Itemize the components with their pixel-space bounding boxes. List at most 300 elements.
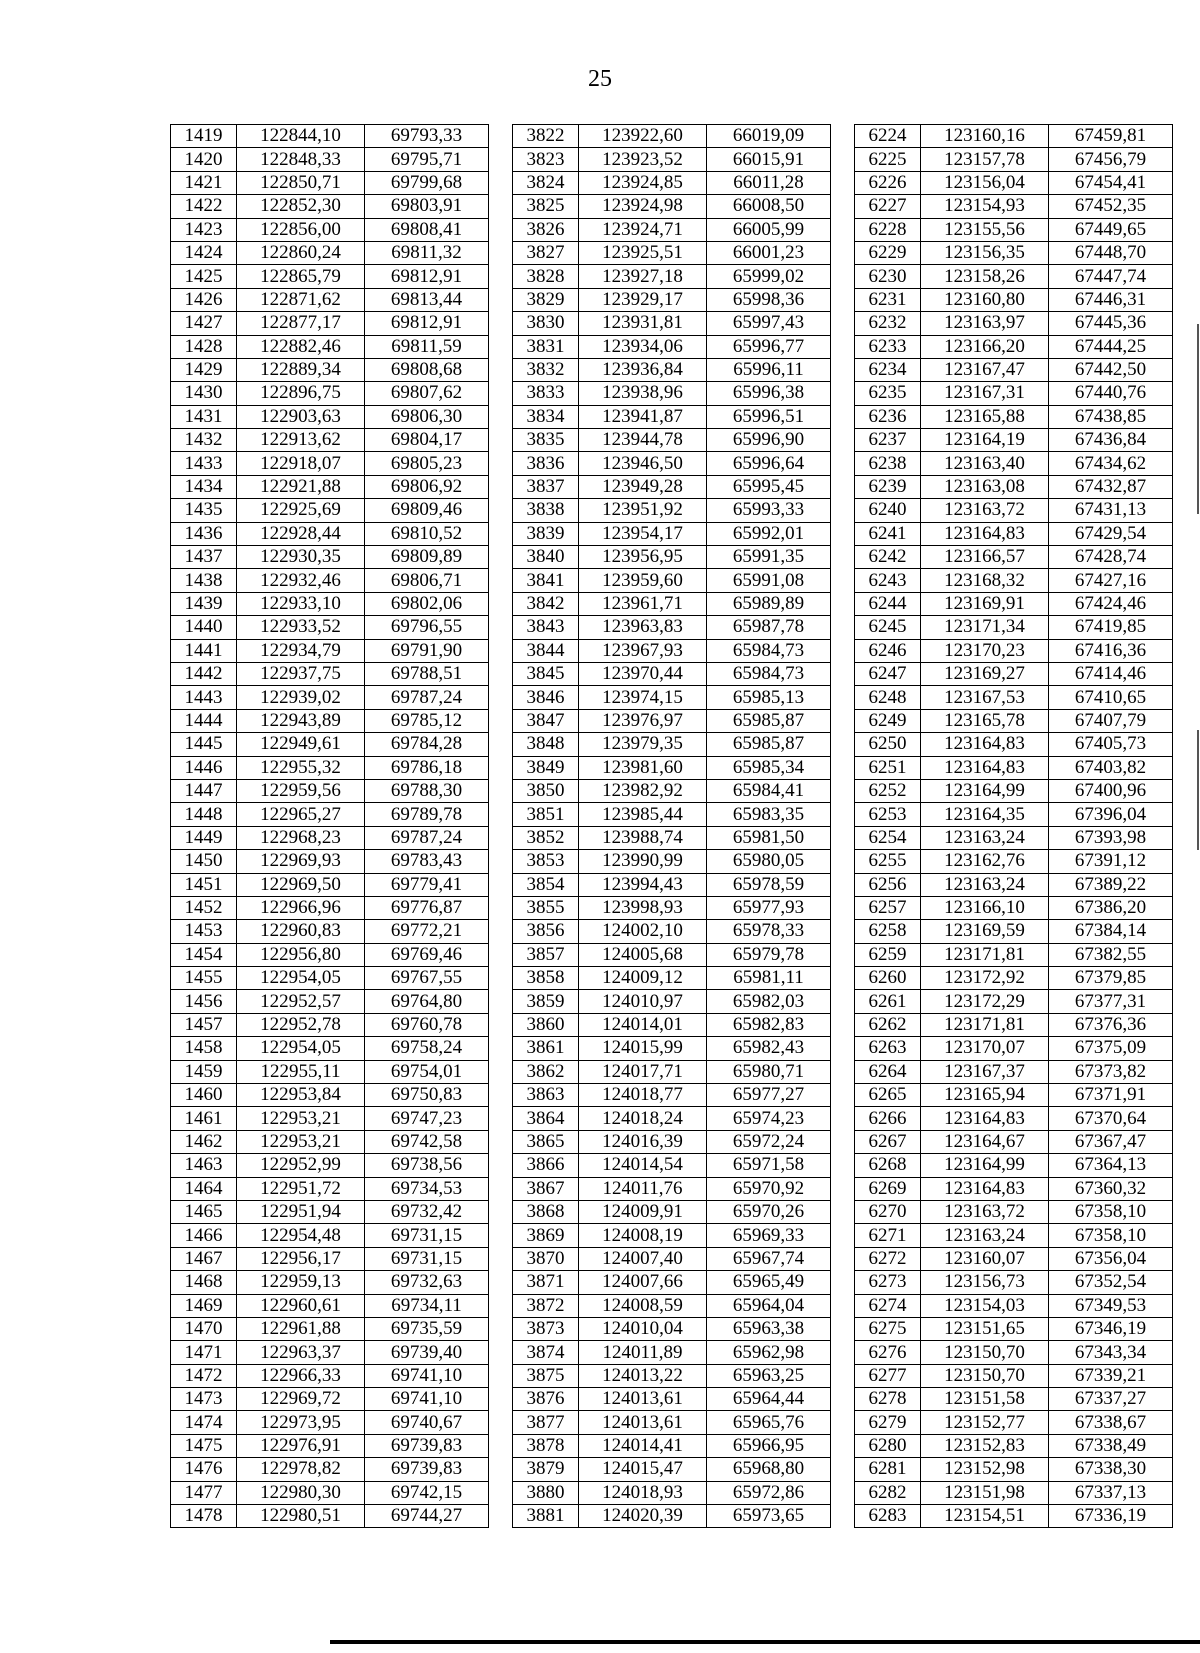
column-gap <box>489 1388 513 1411</box>
y-coordinate-cell: 67343,34 <box>1049 1341 1173 1364</box>
y-coordinate-cell: 65977,93 <box>707 896 831 919</box>
x-coordinate-cell: 122965,27 <box>237 803 365 826</box>
x-coordinate-cell: 123924,85 <box>579 171 707 194</box>
point-number-cell: 1457 <box>171 1013 237 1036</box>
y-coordinate-cell: 69739,83 <box>365 1458 489 1481</box>
x-coordinate-cell: 122955,11 <box>237 1060 365 1083</box>
y-coordinate-cell: 65998,36 <box>707 288 831 311</box>
y-coordinate-cell: 67432,87 <box>1049 475 1173 498</box>
y-coordinate-cell: 69744,27 <box>365 1505 489 1528</box>
point-number-cell: 6259 <box>855 943 921 966</box>
y-coordinate-cell: 65992,01 <box>707 522 831 545</box>
point-number-cell: 6263 <box>855 1037 921 1060</box>
point-number-cell: 6283 <box>855 1505 921 1528</box>
x-coordinate-cell: 124014,41 <box>579 1434 707 1457</box>
x-coordinate-cell: 123163,24 <box>921 1224 1049 1247</box>
x-coordinate-cell: 123981,60 <box>579 756 707 779</box>
point-number-cell: 3854 <box>513 873 579 896</box>
column-gap <box>489 1505 513 1528</box>
table-row <box>171 1130 1173 1153</box>
point-number-cell: 6282 <box>855 1481 921 1504</box>
column-gap <box>489 733 513 756</box>
column-gap <box>489 335 513 358</box>
x-coordinate-cell: 123169,91 <box>921 592 1049 615</box>
table-row <box>171 452 1173 475</box>
table-row <box>171 1411 1173 1434</box>
y-coordinate-cell: 67459,81 <box>1049 125 1173 148</box>
point-number-cell: 3879 <box>513 1458 579 1481</box>
column-gap <box>831 125 855 148</box>
column-gap <box>489 195 513 218</box>
y-coordinate-cell: 65981,50 <box>707 826 831 849</box>
column-gap <box>831 499 855 522</box>
y-coordinate-cell: 67454,41 <box>1049 171 1173 194</box>
column-gap <box>489 1271 513 1294</box>
y-coordinate-cell: 67424,46 <box>1049 592 1173 615</box>
point-number-cell: 3846 <box>513 686 579 709</box>
point-number-cell: 1432 <box>171 429 237 452</box>
column-gap <box>831 686 855 709</box>
column-gap <box>489 990 513 1013</box>
x-coordinate-cell: 122852,30 <box>237 195 365 218</box>
x-coordinate-cell: 123160,16 <box>921 125 1049 148</box>
point-number-cell: 1458 <box>171 1037 237 1060</box>
y-coordinate-cell: 67436,84 <box>1049 429 1173 452</box>
table-row <box>171 616 1173 639</box>
point-number-cell: 1468 <box>171 1271 237 1294</box>
x-coordinate-cell: 122913,62 <box>237 429 365 452</box>
point-number-cell: 6267 <box>855 1130 921 1153</box>
x-coordinate-cell: 123164,83 <box>921 1177 1049 1200</box>
y-coordinate-cell: 69813,44 <box>365 288 489 311</box>
point-number-cell: 1463 <box>171 1154 237 1177</box>
point-number-cell: 1444 <box>171 709 237 732</box>
y-coordinate-cell: 69796,55 <box>365 616 489 639</box>
x-coordinate-cell: 123150,70 <box>921 1341 1049 1364</box>
point-number-cell: 1448 <box>171 803 237 826</box>
column-gap <box>489 639 513 662</box>
table-row <box>171 1458 1173 1481</box>
x-coordinate-cell: 123155,56 <box>921 218 1049 241</box>
y-coordinate-cell: 66011,28 <box>707 171 831 194</box>
point-number-cell: 6230 <box>855 265 921 288</box>
x-coordinate-cell: 123165,88 <box>921 405 1049 428</box>
x-coordinate-cell: 124015,47 <box>579 1458 707 1481</box>
column-gap <box>831 1481 855 1504</box>
x-coordinate-cell: 122850,71 <box>237 171 365 194</box>
column-gap <box>831 1505 855 1528</box>
point-number-cell: 1427 <box>171 312 237 335</box>
x-coordinate-cell: 123967,93 <box>579 639 707 662</box>
point-number-cell: 1446 <box>171 756 237 779</box>
table-row <box>171 662 1173 685</box>
column-gap <box>831 1084 855 1107</box>
point-number-cell: 6227 <box>855 195 921 218</box>
y-coordinate-cell: 65991,08 <box>707 569 831 592</box>
column-gap <box>489 288 513 311</box>
point-number-cell: 6260 <box>855 967 921 990</box>
point-number-cell: 3831 <box>513 335 579 358</box>
column-gap <box>831 967 855 990</box>
x-coordinate-cell: 122976,91 <box>237 1434 365 1457</box>
point-number-cell: 3862 <box>513 1060 579 1083</box>
column-gap <box>831 1107 855 1130</box>
point-number-cell: 6232 <box>855 312 921 335</box>
point-number-cell: 1459 <box>171 1060 237 1083</box>
x-coordinate-cell: 122896,75 <box>237 382 365 405</box>
point-number-cell: 3834 <box>513 405 579 428</box>
point-number-cell: 6229 <box>855 241 921 264</box>
point-number-cell: 3853 <box>513 850 579 873</box>
column-gap <box>489 312 513 335</box>
x-coordinate-cell: 123152,83 <box>921 1434 1049 1457</box>
y-coordinate-cell: 67356,04 <box>1049 1247 1173 1270</box>
x-coordinate-cell: 123994,43 <box>579 873 707 896</box>
x-coordinate-cell: 123156,04 <box>921 171 1049 194</box>
column-gap <box>831 382 855 405</box>
x-coordinate-cell: 123169,27 <box>921 662 1049 685</box>
point-number-cell: 6246 <box>855 639 921 662</box>
point-number-cell: 1434 <box>171 475 237 498</box>
point-number-cell: 3877 <box>513 1411 579 1434</box>
table-row <box>171 405 1173 428</box>
y-coordinate-cell: 69741,10 <box>365 1388 489 1411</box>
x-coordinate-cell: 123976,97 <box>579 709 707 732</box>
x-coordinate-cell: 123982,92 <box>579 779 707 802</box>
point-number-cell: 1476 <box>171 1458 237 1481</box>
column-gap <box>831 429 855 452</box>
point-number-cell: 1440 <box>171 616 237 639</box>
point-number-cell: 6276 <box>855 1341 921 1364</box>
point-number-cell: 3830 <box>513 312 579 335</box>
column-gap <box>831 592 855 615</box>
y-coordinate-cell: 67379,85 <box>1049 967 1173 990</box>
x-coordinate-cell: 123171,81 <box>921 1013 1049 1036</box>
point-number-cell: 1438 <box>171 569 237 592</box>
column-gap <box>831 616 855 639</box>
point-number-cell: 6256 <box>855 873 921 896</box>
y-coordinate-cell: 65965,76 <box>707 1411 831 1434</box>
y-coordinate-cell: 67405,73 <box>1049 733 1173 756</box>
table-row <box>171 1084 1173 1107</box>
table-row <box>171 943 1173 966</box>
x-coordinate-cell: 123951,92 <box>579 499 707 522</box>
point-number-cell: 6252 <box>855 779 921 802</box>
x-coordinate-cell: 123988,74 <box>579 826 707 849</box>
table-row <box>171 1271 1173 1294</box>
x-coordinate-cell: 123938,96 <box>579 382 707 405</box>
y-coordinate-cell: 69788,51 <box>365 662 489 685</box>
x-coordinate-cell: 124013,61 <box>579 1388 707 1411</box>
column-gap <box>489 1341 513 1364</box>
y-coordinate-cell: 67445,36 <box>1049 312 1173 335</box>
column-gap <box>831 920 855 943</box>
column-gap <box>489 1481 513 1504</box>
x-coordinate-cell: 124018,77 <box>579 1084 707 1107</box>
column-gap <box>831 1224 855 1247</box>
table-row <box>171 1060 1173 1083</box>
y-coordinate-cell: 65964,04 <box>707 1294 831 1317</box>
column-gap <box>831 779 855 802</box>
y-coordinate-cell: 69809,46 <box>365 499 489 522</box>
point-number-cell: 1419 <box>171 125 237 148</box>
y-coordinate-cell: 69812,91 <box>365 265 489 288</box>
point-number-cell: 6244 <box>855 592 921 615</box>
y-coordinate-cell: 67393,98 <box>1049 826 1173 849</box>
x-coordinate-cell: 123160,80 <box>921 288 1049 311</box>
table-row <box>171 475 1173 498</box>
column-gap <box>831 896 855 919</box>
x-coordinate-cell: 122978,82 <box>237 1458 365 1481</box>
y-coordinate-cell: 67440,76 <box>1049 382 1173 405</box>
coordinates-table <box>170 124 1173 1528</box>
x-coordinate-cell: 122980,51 <box>237 1505 365 1528</box>
x-coordinate-cell: 123961,71 <box>579 592 707 615</box>
x-coordinate-cell: 124010,04 <box>579 1317 707 1340</box>
point-number-cell: 3844 <box>513 639 579 662</box>
x-coordinate-cell: 123963,83 <box>579 616 707 639</box>
point-number-cell: 1436 <box>171 522 237 545</box>
x-coordinate-cell: 123170,23 <box>921 639 1049 662</box>
table-row <box>171 569 1173 592</box>
y-coordinate-cell: 69799,68 <box>365 171 489 194</box>
x-coordinate-cell: 123163,72 <box>921 1200 1049 1223</box>
x-coordinate-cell: 123949,28 <box>579 475 707 498</box>
y-coordinate-cell: 65995,45 <box>707 475 831 498</box>
table-row <box>171 1505 1173 1528</box>
x-coordinate-cell: 123156,35 <box>921 241 1049 264</box>
column-gap <box>831 405 855 428</box>
column-gap <box>831 1341 855 1364</box>
y-coordinate-cell: 67442,50 <box>1049 358 1173 381</box>
x-coordinate-cell: 123985,44 <box>579 803 707 826</box>
y-coordinate-cell: 69769,46 <box>365 943 489 966</box>
x-coordinate-cell: 124018,93 <box>579 1481 707 1504</box>
table-row <box>171 967 1173 990</box>
x-coordinate-cell: 123151,58 <box>921 1388 1049 1411</box>
point-number-cell: 3829 <box>513 288 579 311</box>
y-coordinate-cell: 65985,13 <box>707 686 831 709</box>
column-gap <box>489 943 513 966</box>
point-number-cell: 6238 <box>855 452 921 475</box>
x-coordinate-cell: 122953,21 <box>237 1130 365 1153</box>
x-coordinate-cell: 122844,10 <box>237 125 365 148</box>
point-number-cell: 6275 <box>855 1317 921 1340</box>
point-number-cell: 1428 <box>171 335 237 358</box>
y-coordinate-cell: 67431,13 <box>1049 499 1173 522</box>
x-coordinate-cell: 122930,35 <box>237 546 365 569</box>
y-coordinate-cell: 65965,49 <box>707 1271 831 1294</box>
y-coordinate-cell: 67336,19 <box>1049 1505 1173 1528</box>
point-number-cell: 3881 <box>513 1505 579 1528</box>
x-coordinate-cell: 124014,54 <box>579 1154 707 1177</box>
x-coordinate-cell: 122952,99 <box>237 1154 365 1177</box>
x-coordinate-cell: 123164,19 <box>921 429 1049 452</box>
table-row <box>171 148 1173 171</box>
column-gap <box>489 171 513 194</box>
y-coordinate-cell: 69731,15 <box>365 1247 489 1270</box>
point-number-cell: 6226 <box>855 171 921 194</box>
point-number-cell: 6236 <box>855 405 921 428</box>
point-number-cell: 6278 <box>855 1388 921 1411</box>
point-number-cell: 3850 <box>513 779 579 802</box>
table-row <box>171 1154 1173 1177</box>
y-coordinate-cell: 67370,64 <box>1049 1107 1173 1130</box>
y-coordinate-cell: 69787,24 <box>365 826 489 849</box>
column-gap <box>831 709 855 732</box>
y-coordinate-cell: 69750,83 <box>365 1084 489 1107</box>
x-coordinate-cell: 123936,84 <box>579 358 707 381</box>
point-number-cell: 3861 <box>513 1037 579 1060</box>
y-coordinate-cell: 65967,74 <box>707 1247 831 1270</box>
x-coordinate-cell: 122951,94 <box>237 1200 365 1223</box>
y-coordinate-cell: 65963,38 <box>707 1317 831 1340</box>
point-number-cell: 6249 <box>855 709 921 732</box>
y-coordinate-cell: 65978,59 <box>707 873 831 896</box>
point-number-cell: 1442 <box>171 662 237 685</box>
column-gap <box>489 475 513 498</box>
point-number-cell: 3835 <box>513 429 579 452</box>
y-coordinate-cell: 67352,54 <box>1049 1271 1173 1294</box>
y-coordinate-cell: 69807,62 <box>365 382 489 405</box>
y-coordinate-cell: 65996,51 <box>707 405 831 428</box>
y-coordinate-cell: 65983,35 <box>707 803 831 826</box>
table-row <box>171 920 1173 943</box>
table-row <box>171 241 1173 264</box>
x-coordinate-cell: 123970,44 <box>579 662 707 685</box>
x-coordinate-cell: 122966,33 <box>237 1364 365 1387</box>
x-coordinate-cell: 122980,30 <box>237 1481 365 1504</box>
point-number-cell: 1454 <box>171 943 237 966</box>
x-coordinate-cell: 122961,88 <box>237 1317 365 1340</box>
column-gap <box>489 1130 513 1153</box>
x-coordinate-cell: 123164,35 <box>921 803 1049 826</box>
y-coordinate-cell: 67367,47 <box>1049 1130 1173 1153</box>
column-gap <box>831 358 855 381</box>
y-coordinate-cell: 67410,65 <box>1049 686 1173 709</box>
point-number-cell: 3823 <box>513 148 579 171</box>
point-number-cell: 6233 <box>855 335 921 358</box>
x-coordinate-cell: 122934,79 <box>237 639 365 662</box>
point-number-cell: 3871 <box>513 1271 579 1294</box>
bottom-rule <box>330 1640 1200 1644</box>
y-coordinate-cell: 69784,28 <box>365 733 489 756</box>
table-row <box>171 288 1173 311</box>
y-coordinate-cell: 65996,64 <box>707 452 831 475</box>
column-gap <box>489 358 513 381</box>
column-gap <box>489 850 513 873</box>
column-gap <box>831 288 855 311</box>
y-coordinate-cell: 69811,59 <box>365 335 489 358</box>
x-coordinate-cell: 122960,61 <box>237 1294 365 1317</box>
y-coordinate-cell: 67346,19 <box>1049 1317 1173 1340</box>
column-gap <box>489 1247 513 1270</box>
point-number-cell: 3848 <box>513 733 579 756</box>
y-coordinate-cell: 69740,67 <box>365 1411 489 1434</box>
y-coordinate-cell: 67377,31 <box>1049 990 1173 1013</box>
x-coordinate-cell: 124007,66 <box>579 1271 707 1294</box>
x-coordinate-cell: 124009,91 <box>579 1200 707 1223</box>
point-number-cell: 6258 <box>855 920 921 943</box>
y-coordinate-cell: 69776,87 <box>365 896 489 919</box>
y-coordinate-cell: 66019,09 <box>707 125 831 148</box>
column-gap <box>831 1013 855 1036</box>
point-number-cell: 6271 <box>855 1224 921 1247</box>
y-coordinate-cell: 67358,10 <box>1049 1200 1173 1223</box>
y-coordinate-cell: 69787,24 <box>365 686 489 709</box>
point-number-cell: 3878 <box>513 1434 579 1457</box>
y-coordinate-cell: 69764,80 <box>365 990 489 1013</box>
point-number-cell: 3873 <box>513 1317 579 1340</box>
x-coordinate-cell: 123164,83 <box>921 1107 1049 1130</box>
y-coordinate-cell: 67373,82 <box>1049 1060 1173 1083</box>
y-coordinate-cell: 65984,73 <box>707 639 831 662</box>
x-coordinate-cell: 123168,32 <box>921 569 1049 592</box>
point-number-cell: 1456 <box>171 990 237 1013</box>
y-coordinate-cell: 67338,67 <box>1049 1411 1173 1434</box>
column-gap <box>489 803 513 826</box>
y-coordinate-cell: 67384,14 <box>1049 920 1173 943</box>
point-number-cell: 6281 <box>855 1458 921 1481</box>
column-gap <box>831 1130 855 1153</box>
x-coordinate-cell: 122877,17 <box>237 312 365 335</box>
y-coordinate-cell: 65985,34 <box>707 756 831 779</box>
y-coordinate-cell: 67448,70 <box>1049 241 1173 264</box>
table-row <box>171 850 1173 873</box>
point-number-cell: 1451 <box>171 873 237 896</box>
x-coordinate-cell: 122865,79 <box>237 265 365 288</box>
point-number-cell: 3852 <box>513 826 579 849</box>
point-number-cell: 6266 <box>855 1107 921 1130</box>
column-gap <box>489 522 513 545</box>
y-coordinate-cell: 65982,83 <box>707 1013 831 1036</box>
point-number-cell: 1469 <box>171 1294 237 1317</box>
point-number-cell: 3876 <box>513 1388 579 1411</box>
y-coordinate-cell: 65985,87 <box>707 733 831 756</box>
point-number-cell: 1461 <box>171 1107 237 1130</box>
x-coordinate-cell: 122969,50 <box>237 873 365 896</box>
point-number-cell: 1478 <box>171 1505 237 1528</box>
point-number-cell: 1422 <box>171 195 237 218</box>
x-coordinate-cell: 123164,67 <box>921 1130 1049 1153</box>
table-row <box>171 358 1173 381</box>
point-number-cell: 1445 <box>171 733 237 756</box>
table-row <box>171 218 1173 241</box>
x-coordinate-cell: 123158,26 <box>921 265 1049 288</box>
y-coordinate-cell: 67337,27 <box>1049 1388 1173 1411</box>
point-number-cell: 6234 <box>855 358 921 381</box>
table-row <box>171 171 1173 194</box>
point-number-cell: 3849 <box>513 756 579 779</box>
y-coordinate-cell: 69742,15 <box>365 1481 489 1504</box>
column-gap <box>489 125 513 148</box>
point-number-cell: 1471 <box>171 1341 237 1364</box>
point-number-cell: 3843 <box>513 616 579 639</box>
column-gap <box>489 686 513 709</box>
point-number-cell: 1424 <box>171 241 237 264</box>
column-gap <box>489 1107 513 1130</box>
y-coordinate-cell: 69809,89 <box>365 546 489 569</box>
point-number-cell: 1433 <box>171 452 237 475</box>
point-number-cell: 1477 <box>171 1481 237 1504</box>
column-gap <box>831 803 855 826</box>
point-number-cell: 3828 <box>513 265 579 288</box>
point-number-cell: 3857 <box>513 943 579 966</box>
x-coordinate-cell: 124018,24 <box>579 1107 707 1130</box>
x-coordinate-cell: 122933,10 <box>237 592 365 615</box>
table-row <box>171 826 1173 849</box>
x-coordinate-cell: 123956,95 <box>579 546 707 569</box>
